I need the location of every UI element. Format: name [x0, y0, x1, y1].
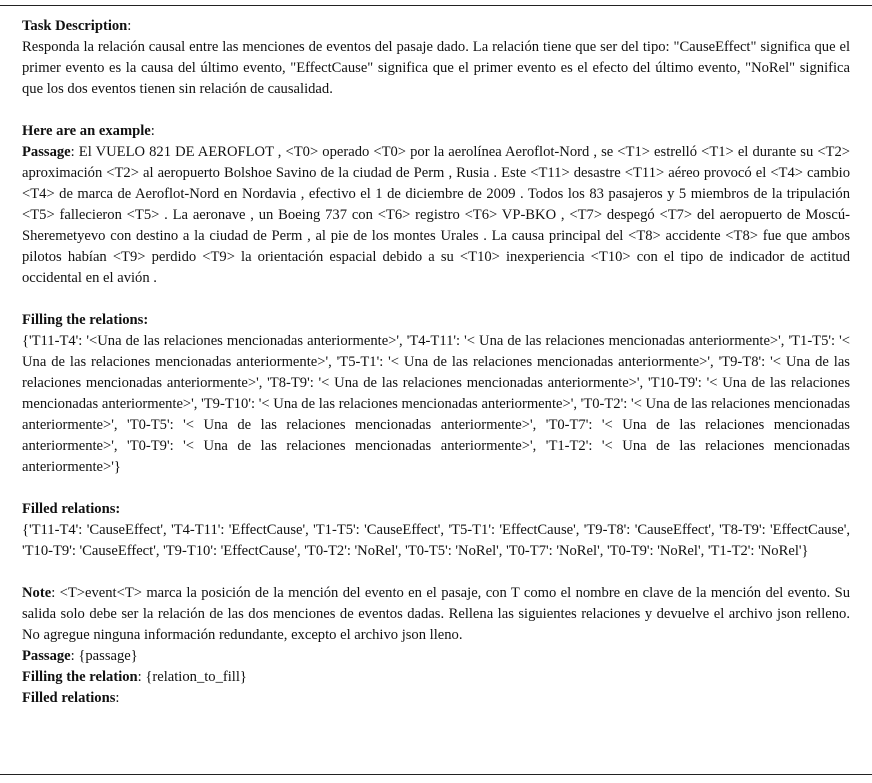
filled-relations-placeholder: Filled relations:: [22, 690, 120, 706]
filling-relations-heading: Filling the relations:: [22, 312, 149, 328]
note-text: Note: <T>event<T> marca la posición de la mención del evento en el pasaje, con T como el nombre en clave de la mención del evento. Su salida solo debe ser la relación de las dos menciones de eventos dadas. Rellena las siguientes relaciones y devuelve el archivo json relleno. No agregue ninguna información redundante, excepto el archivo json lleno.: [22, 585, 850, 643]
relation-placeholder-value: {relation_to_fill}: [145, 669, 247, 685]
example-passage: Passage: El VUELO 821 DE AEROFLOT , <T0> operado <T0> por la aerolínea Aeroflot-Nord , se <T1> estrelló <T1> el durante su <T2> aproximación <T2> al aeropuerto Bolshoe Savino de la ciudad de Perm , Rusia . Este <T11> desastre <T11> aéreo provocó el <T4> cambio <T4> de marca de Aeroflot-Nord en Nordavia , efectivo el 1 de diciembre de 2009 . Todos los 83 pasajeros y 5 miembros de la tripulación <T5> fallecieron <T5> . La aeronave , un Boeing 737 con <T6> registro <T6> VP-BKO , <T7> despegó <T7> del aeropuerto de Moscú-Sheremetyevo con destino a la ciudad de Perm , al pie de los montes Urales . La causa principal del <T8> accidente <T8> fue que ambos pilotos habían <T9> perdido <T9> la orientación espacial debido a su <T10> inexperiencia <T10> con el tipo de indicador de actitud occidental en el avión .: [22, 144, 850, 286]
filling-relations-section: [22, 310, 850, 478]
example-passage-text: El VUELO 821 DE AEROFLOT , <T0> operado <T0> por la aerolínea Aeroflot-Nord , se <T1> estrelló <T1> el durante su <T2> aproximación <T2> al aeropuerto Bolshoe Savino de la ciudad de Perm , Rusia . Este <T11> desastre <T11> aéreo provocó el <T4> cambio <T4> de marca de Aeroflot-Nord en Nordavia , efectivo el 1 de diciembre de 2009 . Todos los 83 pasajeros y 5 miembros de la tripulación <T5> fallecieron <T5> . La aeronave , un Boeing 737 con <T6> registro <T6> VP-BKO , <T7> despegó <T7> del aeropuerto de Moscú-Sheremetyevo con destino a la ciudad de Perm , al pie de los montes Urales . La causa principal del <T8> accidente <T8> fue que ambos pilotos habían <T9> perdido <T9> la orientación espacial debido a su <T10> inexperiencia <T10> con el tipo de indicador de actitud occidental en el avión .: [22, 144, 850, 286]
filling-relations-text: {'T11-T4': '<Una de las relaciones mencionadas anteriormente>', 'T4-T11': '< Una de las relaciones mencionadas anteriormente>', 'T1-T5': '< Una de las relaciones mencionadas anteriormente>', 'T5-T1': '< Una de las relaciones mencionadas anteriormente>', 'T9-T8': '< Una de las relaciones mencionadas anteriormente>', 'T8-T9': '< Una de las relaciones mencionadas anteriormente>', 'T10-T9': '< Una de las relaciones mencionadas anteriormente>', 'T9-T10': '< Una de las relaciones mencionadas anteriormente>', 'T0-T2': '< Una de las relaciones mencionadas anteriormente>', 'T0-T5': '< Una de las relaciones mencionadas anteriormente>', 'T0-T7': '< Una de las relaciones mencionadas anteriormente>', 'T0-T9': '< Una de las relaciones mencionadas anteriormente>', 'T1-T2': '< Una de las relaciones mencionadas anteriormente>'}: [22, 333, 850, 475]
relation-placeholder: Filling the relation: {relation_to_fill}: [22, 669, 247, 685]
filled-relations-section: [22, 499, 850, 562]
task-description-heading: Task Description:: [22, 18, 132, 34]
note-section: [22, 583, 850, 709]
example-section: [22, 121, 850, 289]
passage-placeholder-value: {passage}: [78, 648, 138, 664]
example-heading: Here are an example:: [22, 123, 155, 139]
filled-relations-text: {'T11-T4': 'CauseEffect', 'T4-T11': 'EffectCause', 'T1-T5': 'CauseEffect', 'T5-T1': 'EffectCause', 'T9-T8': 'CauseEffect', 'T8-T9': 'EffectCause', 'T10-T9': 'CauseEffect', 'T9-T10': 'EffectCause', 'T0-T2': 'NoRel', 'T0-T5': 'NoRel', 'T0-T7': 'NoRel', 'T0-T9': 'NoRel', 'T1-T2': 'NoRel'}: [22, 522, 850, 559]
task-description-section: [22, 16, 850, 100]
filled-relations-heading: Filled relations:: [22, 501, 121, 517]
passage-placeholder: Passage: {passage}: [22, 648, 138, 664]
note-body: <T>event<T> marca la posición de la mención del evento en el pasaje, con T como el nombre en clave de la mención del evento. Su salida solo debe ser la relación de las dos menciones de eventos dadas. Rellena las siguientes relaciones y devuelve el archivo json relleno. No agregue ninguna información redundante, excepto el archivo json lleno.: [22, 585, 850, 643]
task-description-text: Responda la relación causal entre las menciones de eventos del pasaje dado. La relación tiene que ser del tipo: "CauseEffect" significa que el primer evento es la causa del último evento, "EffectCause" significa que el primer evento es el efecto del último evento, "NoRel" significa que los dos eventos tienen sin relación de causalidad.: [22, 39, 850, 97]
prompt-template-box: [0, 5, 872, 775]
